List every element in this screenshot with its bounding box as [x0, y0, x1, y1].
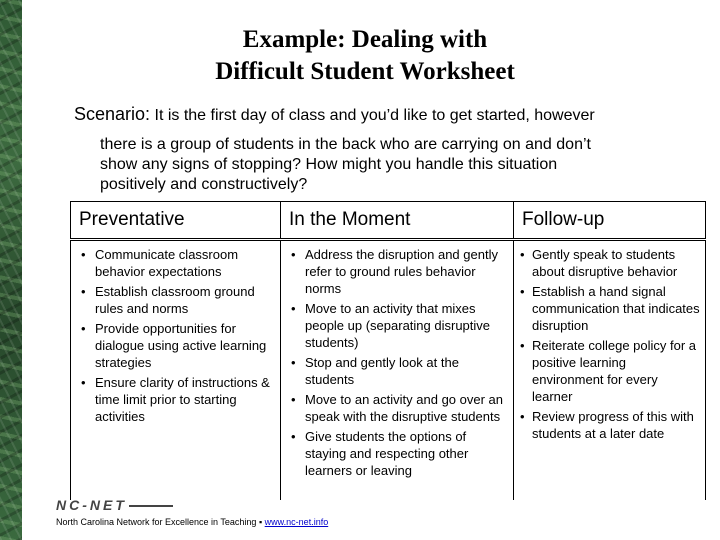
- nc-net-logo: NC-NET: [56, 497, 173, 513]
- list-item: • Move to an activity that mixes people up (separating disruptive students): [291, 301, 491, 350]
- bullet-icon: •: [81, 247, 86, 262]
- list-item: • Move to an activity and go over an speak with the disruptive students: [291, 392, 504, 424]
- logo-bar: [129, 505, 173, 507]
- bullet-icon: •: [81, 284, 86, 299]
- bullet-icon: •: [291, 247, 296, 262]
- scenario-text-line-4: positively and constructively?: [100, 176, 308, 193]
- title-line-1: Example: Dealing with: [242, 26, 488, 53]
- scenario-text-line-2: there is a group of students in the back who are carrying on and don’t: [100, 136, 591, 153]
- preventative-list: [77, 246, 276, 425]
- bullet-icon: •: [291, 301, 296, 316]
- bullet-icon: •: [291, 429, 296, 444]
- header-preventative: Preventative: [71, 202, 281, 240]
- table-header-row: [71, 202, 706, 240]
- header-follow-up: Follow-up: [514, 202, 706, 240]
- column-preventative: [71, 240, 281, 501]
- list-item: • Provide opportunities for dialogue using active learning strategies: [81, 321, 267, 370]
- bullet-icon: •: [291, 392, 296, 407]
- list-item: • Ensure clarity of instructions & time limit prior to starting activities: [81, 375, 270, 424]
- footer-separator: ▪: [258, 517, 263, 527]
- footer: [56, 516, 328, 528]
- scenario-first-line: [74, 104, 694, 126]
- bullet-icon: •: [520, 247, 525, 262]
- table-body-row: [71, 240, 706, 501]
- worksheet-table: [70, 201, 706, 500]
- scenario-text-line-1: It is the first day of class and you’d like to get started, however: [154, 107, 595, 124]
- column-follow-up: [514, 240, 706, 501]
- list-item: • Review progress of this with students at a later date: [520, 409, 694, 441]
- title-line-2: Difficult Student Worksheet: [215, 58, 515, 85]
- scenario-text-line-3: show any signs of stopping? How might you handle this situation: [100, 156, 558, 173]
- follow-up-list: [520, 246, 701, 442]
- bullet-icon: •: [520, 284, 525, 299]
- page-title: [60, 24, 670, 88]
- bullet-icon: •: [520, 338, 525, 353]
- header-in-the-moment: In the Moment: [281, 202, 514, 240]
- list-item: • Reiterate college policy for a positive learning environment for every learner: [520, 338, 697, 404]
- marble-sidebar: [0, 0, 22, 540]
- list-item: • Gently speak to students about disruptive behavior: [520, 247, 678, 279]
- list-item: • Establish a hand signal communication that indicates disruption: [520, 284, 700, 333]
- bullet-icon: •: [81, 375, 86, 390]
- scenario-text: [100, 135, 700, 195]
- list-item: • Communicate classroom behavior expectations: [81, 247, 239, 279]
- list-item: • Establish classroom ground rules and norms: [81, 284, 255, 316]
- footer-text: North Carolina Network for Excellence in Teaching: [56, 517, 257, 527]
- scenario-label: Scenario:: [74, 104, 151, 124]
- footer-link[interactable]: www.nc-net.info: [264, 517, 329, 527]
- list-item: • Address the disruption and gently refer to ground rules behavior norms: [291, 247, 498, 296]
- bullet-icon: •: [81, 321, 86, 336]
- list-item: • Give students the options of staying and respecting other learners or leaving: [291, 429, 469, 478]
- column-in-the-moment: [281, 240, 514, 501]
- list-item: • Stop and gently look at the students: [291, 355, 459, 387]
- bullet-icon: •: [520, 409, 525, 424]
- bullet-icon: •: [291, 355, 296, 370]
- in-the-moment-list: [287, 246, 509, 479]
